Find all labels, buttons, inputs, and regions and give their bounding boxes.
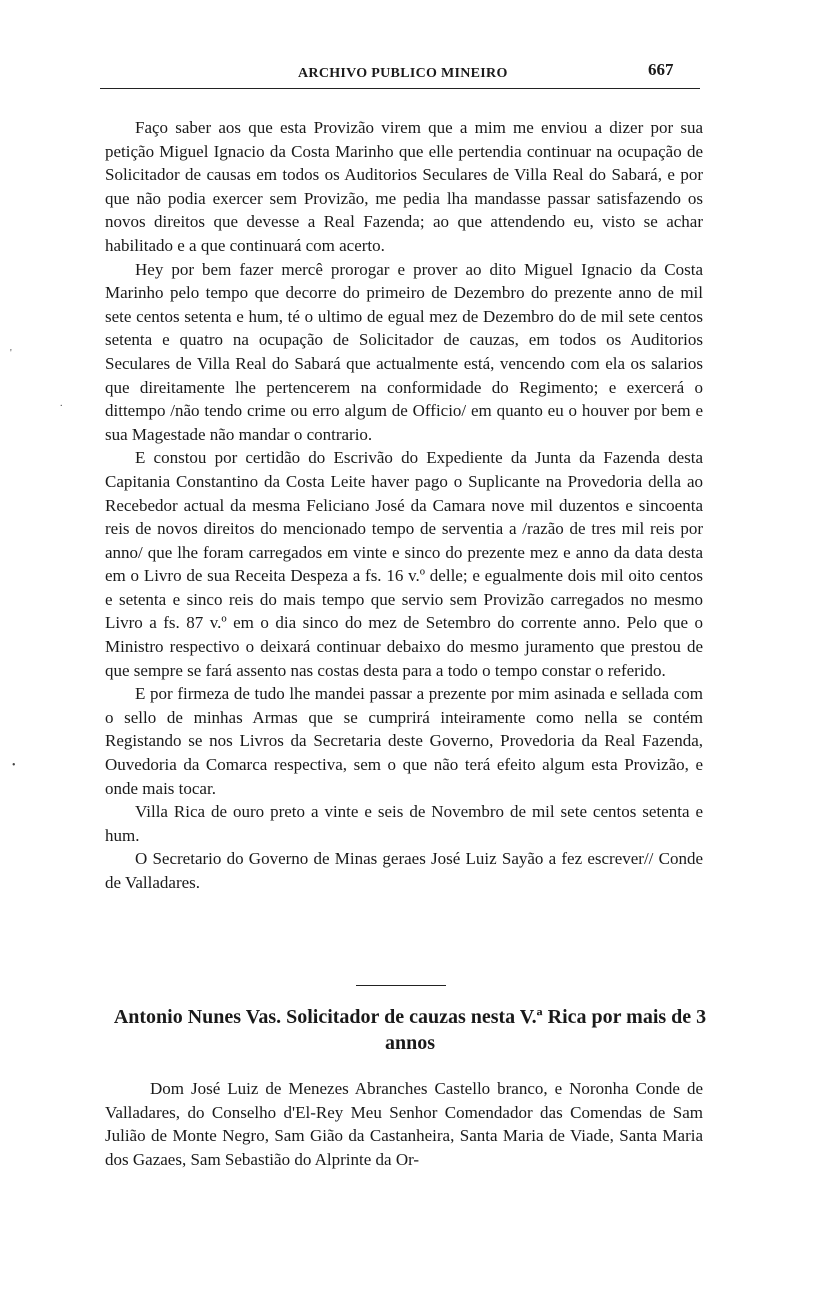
margin-speck: ' (10, 348, 12, 359)
section-title: Antonio Nunes Vas. Solicitador de cauzas nesta V.ª Rica por mais de 3 annos (113, 1006, 707, 1054)
margin-speck: . (60, 398, 63, 409)
margin-speck: • (12, 760, 16, 771)
document-body (105, 116, 703, 895)
paragraph-5: Villa Rica de ouro preto a vinte e seis de Novembro de mil sete centos setenta e hum. (105, 802, 703, 845)
section-body (105, 1077, 703, 1171)
section-paragraph-1: Dom José Luiz de Menezes Abranches Castello branco, e Noronha Conde de Valladares, do Conselho d'El-Rey Meu Senhor Comendador das Comendas de Sam Julião de Monte Negro, Sam Gião da Castanheira, Santa Maria de Viade, Santa Maria dos Gazaes, Sam Sebastião do Alprinte da Or- (105, 1079, 703, 1169)
page-header (100, 60, 700, 92)
header-rule (100, 88, 700, 89)
paragraph-1: Faço saber aos que esta Provizão virem que a mim me enviou a dizer por sua petição Miguel Ignacio da Costa Marinho que elle pertendia continuar na ocupação de Solicitador de causas em todos os Auditorios Seculares de Villa Real do Sabará, e por que não podia exercer sem Provizão, me pedia lha mandasse passar satisfazendo os novos direitos que devesse a Real Fazenda; ao que attendendo eu, visto se achar habilitado e a que continuará com acerto. (105, 118, 703, 255)
page-number: 667 (648, 60, 674, 79)
paragraph-2: Hey por bem fazer mercê prorogar e prover ao dito Miguel Ignacio da Costa Marinho pelo tempo que decorre do primeiro de Dezembro do prezente anno de mil sete centos setenta e hum, té o ultimo de egual mez de Dezembro do de mil sete centos setenta e quatro na ocupação de Solicitador de cauzas, em todos os Auditorios Seculares de Villa Real do Sabará que actualmente está, vencendo com ela os salarios que direitamente lhe pertencerem na conformidade do Regimento; e exercerá o dittempo /não tendo crime ou erro algum de Officio/ em quanto eu o houver por bem e sua Magestade não mandar o contrario. (105, 259, 703, 444)
running-title: ARCHIVO PUBLICO MINEIRO (298, 66, 508, 81)
paragraph-4: E por firmeza de tudo lhe mandei passar a prezente por mim asinada e sellada com o sello de minhas Armas que se cumprirá inteiramente como nella se contém Registando se nos Livros da Secretaria deste Governo, Provedoria da Real Fazenda, Ouvedoria da Comarca respectiva, sem o que não terá efeito algum esta Provizão, e onde mais tocar. (105, 684, 703, 798)
paragraph-6: O Secretario do Governo de Minas geraes José Luiz Sayão a fez escrever// Conde de Valladares. (105, 849, 703, 892)
section-separator (356, 985, 446, 986)
paragraph-3: E constou por certidão do Escrivão do Expediente da Junta da Fazenda desta Capitania Constantino da Costa Leite haver pago o Suplicante na Provedoria della ao Recebedor actual da mesma Feliciano José da Camara nove mil duzentos e sincoenta reis de novos direitos do mencionado tempo de serventia a /razão de tres mil reis por anno/ que lhe foram carregados em vinte e sinco do prezente mez e anno da data desta em o Livro de sua Receita Despeza a fs. 16 v.º delle; e egualmente dois mil oito centos e setenta e sinco reis do mais tempo que servio sem Provizão carregados no mesmo Livro a fs. 87 v.º em o dia sinco do mez de Setembro do corrente anno. Pelo que o Ministro respectivo o deixará continuar debaixo do mesmo juramento que prestou de que sempre se fará assento nas costas desta para a todo o tempo constar o referido. (105, 448, 703, 680)
